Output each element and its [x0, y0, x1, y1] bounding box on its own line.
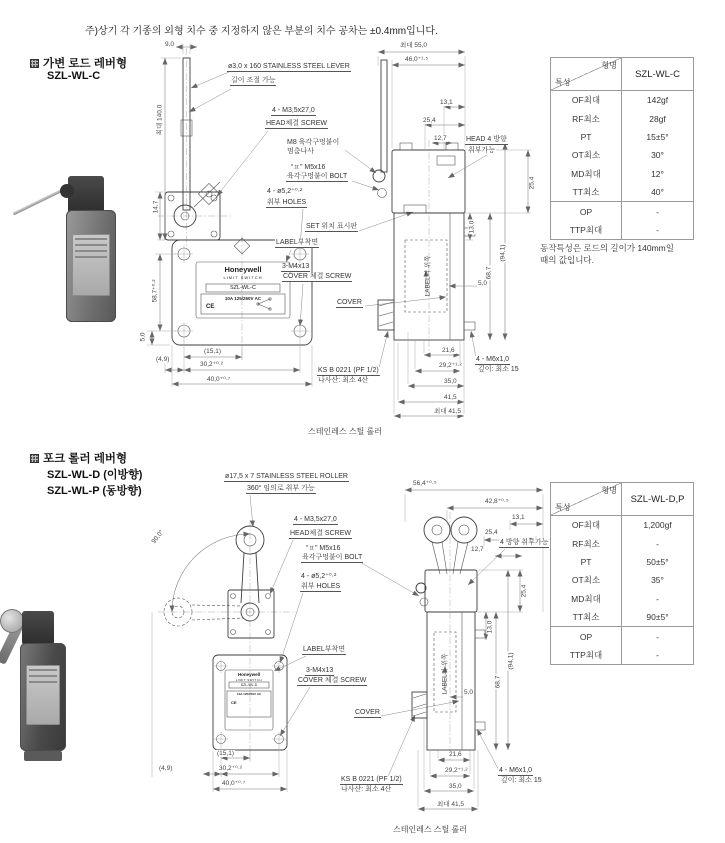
nameplate-type: LIMIT SWITCH — [235, 678, 263, 682]
tolerance-note: 주)상기 각 기종의 외형 치수 중 지정하지 않은 부분의 치수 공차는 ±0.4mm입니다. — [85, 26, 438, 37]
dim-label: 25,4 — [423, 117, 436, 124]
drawing1-caption: 스테인레스 스틸 롤러 — [308, 427, 382, 436]
callout-m5-bolt-1: “ㅍ” M5x16 — [291, 164, 326, 171]
row-value: - — [656, 206, 659, 217]
callout-cover: COVER — [336, 299, 363, 308]
side-view-szl-wl-dp — [405, 490, 543, 809]
callout-m8-setscrew-2: 멈춤나사 — [287, 148, 315, 155]
callout-label-face: LABEL부착면 — [275, 239, 319, 248]
dim-label: 13,0 — [468, 220, 476, 234]
row-value: 90±5° — [646, 612, 669, 623]
dim-label: 30,2⁺⁰·² — [219, 765, 243, 772]
section1-model: SZL-WL-C — [47, 70, 101, 82]
label-top-marker: LABEL의 위쪽 — [441, 653, 449, 695]
row-value: 12° — [651, 168, 664, 179]
table1-footnote — [540, 242, 674, 267]
callout-m5-bolt-1: “ㅍ” M5x16 — [306, 545, 341, 552]
table-row — [551, 646, 693, 664]
callout-cover-screw: COVER 체결 SCREW — [297, 677, 367, 686]
dim-label: 58,7⁺⁰·² — [151, 279, 159, 303]
callout-set-indicator: SET 위치 표시판 — [305, 223, 358, 232]
dim-label: 최대 41,5 — [434, 408, 462, 415]
callout-head-4way-1: HEAD 4 방향 — [465, 136, 508, 145]
dim-label-angle: 90,0° — [150, 528, 166, 546]
spec-table-header — [551, 483, 693, 516]
callout-roller-spec: ø17,5 x 7 STAINLESS STEEL ROLLER — [224, 473, 349, 482]
dim-label: 25,4 — [528, 176, 536, 190]
dim-label: 42,8⁺⁰·⁵ — [485, 498, 509, 505]
dim-label: 5,0 — [464, 689, 474, 696]
table-row — [551, 91, 693, 109]
dim-label: 14,7 — [152, 200, 160, 214]
callout-m6-insert-2: 깊이: 최소 15 — [501, 777, 542, 784]
section1-title-text: 가변 로드 레버형 — [43, 58, 128, 70]
callout-conduit-spec: KS B 0221 (PF 1/2) — [340, 776, 403, 785]
dim-label: 29,2⁺¹·² — [439, 362, 462, 369]
nameplate-brand: Honeywell — [224, 265, 262, 274]
dim-label: 35,0 — [449, 783, 462, 790]
nameplate-model: SZL-WL-C — [230, 285, 256, 291]
callout-cover-screw: COVER 체결 SCREW — [282, 273, 352, 282]
callout-mount-holes-1: 4 - ø5,2⁺⁰·² — [267, 188, 303, 195]
callout-head-screw: HEAD체결 SCREW — [289, 530, 352, 539]
row-key: OT최소 — [551, 571, 622, 589]
callout-label-face: LABEL부착면 — [302, 646, 346, 655]
row-key: TTP최대 — [551, 221, 622, 239]
row-value: 35° — [651, 575, 664, 586]
drawing2-caption: 스테인레스 스틸 롤러 — [393, 825, 467, 834]
table-row — [551, 183, 693, 201]
table-row — [551, 201, 693, 220]
callout-mount-holes-2: 취부 HOLES — [266, 199, 307, 208]
row-key: TT최소 — [551, 608, 622, 626]
row-key: MD최대 — [551, 590, 622, 608]
table-row — [551, 608, 693, 626]
spec-table-szl-wl-c — [550, 57, 694, 240]
row-value: 142gf — [646, 95, 669, 106]
callout-lever-spec: ø3,0 x 160 STAINLESS STEEL LEVER — [227, 63, 351, 72]
corner-label-property: 특성 — [555, 503, 571, 512]
callout-m5-bolt-2: 육각구멍붙이 BOLT — [301, 554, 363, 563]
row-value: - — [656, 649, 659, 660]
dim-label: 30,2⁺⁰·² — [200, 361, 224, 368]
table-row — [551, 534, 693, 552]
callout-length-adjust: 길이 조절 가능 — [230, 77, 276, 86]
row-value: - — [656, 538, 659, 549]
callout-m8-setscrew-1: M8 육각구멍붙이 — [287, 139, 340, 146]
callout-head-screw-size: 4 - M3,5x27,0 — [271, 107, 316, 116]
callout-cover-screw-size: 3-M4x13 — [305, 667, 334, 676]
section2-title-text: 포크 롤러 레버형 — [43, 453, 128, 465]
row-key: PT — [551, 553, 622, 571]
row-key: RF최소 — [551, 109, 622, 127]
table-row — [551, 128, 693, 146]
section2-model1: SZL-WL-D (이방향) — [47, 469, 143, 481]
dim-label: 13,1 — [440, 99, 453, 106]
dim-label: 5,0 — [478, 280, 488, 287]
table-row — [551, 516, 693, 534]
dim-label: 41,5 — [444, 394, 457, 401]
table-row — [551, 571, 693, 589]
callout-conduit-thread: 나사산: 최소 4산 — [318, 377, 369, 384]
dim-label: 최대 41,5 — [437, 801, 465, 808]
spec-table-model-col: SZL-WL-C — [635, 68, 680, 80]
dim-label: (15,1) — [204, 348, 221, 355]
row-key: TT최소 — [551, 183, 622, 201]
corner-label-model: 형명 — [601, 486, 617, 495]
dim-label: 13,1 — [512, 514, 525, 521]
dim-label: 56,4⁺⁰·⁵ — [413, 480, 437, 487]
row-key: OT최소 — [551, 146, 622, 164]
dim-label: 35,0 — [444, 378, 457, 385]
callout-360-mount: 360° 임의로 취부 가능 — [246, 485, 316, 494]
table-row — [551, 626, 693, 645]
row-value: 40° — [651, 187, 664, 198]
callout-mount-holes-1: 4 - ø5,2⁺⁰·² — [301, 573, 337, 580]
dim-label: 12,7 — [434, 135, 447, 142]
corner-label-property: 특성 — [555, 78, 571, 87]
table-row — [551, 109, 693, 127]
dim-label: (4,9) — [159, 765, 173, 772]
dim-label: 21,6 — [449, 751, 462, 758]
row-value: - — [656, 593, 659, 604]
dim-label: (94,1) — [499, 244, 507, 262]
row-value: 28gf — [649, 113, 666, 124]
dim-label: 29,2⁺¹·² — [445, 767, 468, 774]
nameplate-ce-mark: CE — [206, 304, 215, 310]
row-key: RF최소 — [551, 534, 622, 552]
nameplate-rating: 10A 125/250V AC — [224, 296, 262, 301]
row-key: OF최대 — [551, 516, 622, 534]
section2-model2: SZL-WL-P (동방향) — [47, 485, 142, 497]
nameplate-ce-mark: CE — [231, 700, 237, 705]
spec-table-corner-cell — [551, 483, 622, 515]
nameplate-type: LIMIT SWITCH — [223, 275, 263, 280]
spec-table-model-col: SZL-WL-D,P — [630, 493, 685, 505]
callout-m6-insert-2: 깊이: 최소 15 — [478, 366, 519, 373]
dim-label: 21,6 — [442, 347, 455, 354]
label-top-marker: LABEL의 위쪽 — [424, 255, 432, 297]
table-row — [551, 221, 693, 239]
callout-mount-holes-2: 취부 HOLES — [300, 583, 341, 592]
dim-label: 13,0 — [486, 620, 494, 634]
nameplate-brand: Honeywell — [237, 672, 261, 677]
table-row — [551, 590, 693, 608]
table-row — [551, 165, 693, 183]
dim-label: 25,4 — [520, 584, 528, 598]
row-key: OF최대 — [551, 91, 622, 109]
callout-m6-insert-1: 4 - M6x1,0 — [475, 356, 510, 365]
callout-head-4way-2: 취부가능 — [468, 147, 496, 154]
callout-m6-insert-1: 4 - M6x1,0 — [498, 767, 533, 776]
nameplate-rating: 10A 125/250V AC — [236, 692, 262, 696]
row-key: OP — [551, 202, 622, 220]
row-key: TTP최대 — [551, 646, 622, 664]
table-row — [551, 146, 693, 164]
row-key: OP — [551, 627, 622, 645]
row-key: MD최대 — [551, 165, 622, 183]
dim-label: 68,7 — [494, 675, 502, 689]
dim-label: 25,4 — [485, 529, 498, 536]
dim-label: 최대 55,0 — [400, 42, 428, 49]
spec-table-szl-wl-dp — [550, 482, 694, 665]
row-key: PT — [551, 128, 622, 146]
spec-table-header — [551, 58, 693, 91]
table1-footnote-line1: 동작특성은 로드의 길이가 140mm일 — [540, 243, 674, 253]
dim-label: 40,0⁺⁰·⁷ — [222, 780, 246, 787]
callout-m5-bolt-2: 육각구멍붙이 BOLT — [286, 173, 348, 182]
callout-head-screw-size: 4 - M3,5x27,0 — [293, 516, 338, 525]
table1-footnote-line2: 때의 값입니다. — [540, 255, 594, 266]
row-value: - — [656, 224, 659, 235]
dim-label: 5,0 — [139, 332, 147, 342]
dim-label: 9,0 — [165, 41, 175, 48]
callout-head-screw: HEAD체결 SCREW — [265, 120, 328, 129]
dim-label: (4,9) — [156, 356, 170, 363]
row-value: - — [656, 631, 659, 642]
row-value: 15±5° — [646, 131, 669, 142]
dim-label: (15,1) — [217, 750, 234, 757]
callout-cover: COVER — [354, 709, 381, 718]
dim-label: 12,7 — [471, 546, 484, 553]
table-row — [551, 553, 693, 571]
spec-table-corner-cell — [551, 58, 622, 90]
dim-label: 최대 140,0 — [156, 104, 164, 136]
front-view-szl-wl-c — [147, 44, 446, 387]
dim-label: 40,0⁺⁰·⁷ — [207, 376, 231, 383]
dim-label: 46,0⁺¹·⁵ — [405, 56, 429, 63]
row-value: 1,200gf — [643, 520, 672, 531]
nameplate-model: SZL-WL-D — [240, 683, 258, 687]
front-view-szl-wl-dp — [152, 495, 459, 792]
row-value: 30° — [651, 150, 664, 161]
dim-label: (94,1) — [507, 652, 515, 670]
row-value: 50±5° — [646, 556, 669, 567]
callout-conduit-spec: KS B 0221 (PF 1/2) — [317, 367, 380, 376]
corner-label-model: 형명 — [601, 61, 617, 70]
dim-label: 68,7 — [485, 266, 493, 280]
callout-4way-mount: 4 방향 취부가능 — [499, 539, 549, 548]
callout-conduit-thread: 나사산: 최소 4산 — [341, 786, 392, 793]
callout-cover-screw-size: 3-M4x13 — [281, 263, 310, 272]
